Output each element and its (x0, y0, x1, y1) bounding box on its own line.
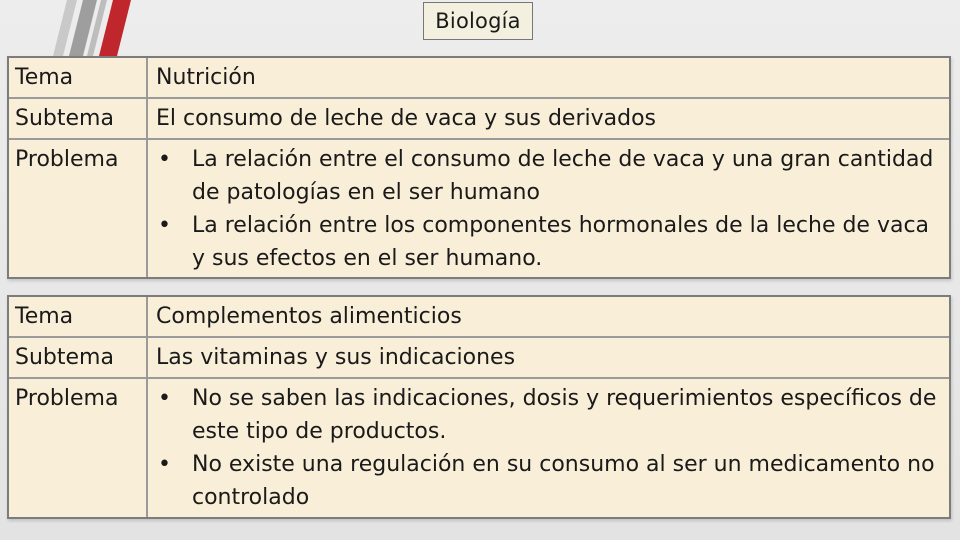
row-value: El consumo de leche de vaca y sus derivados (156, 106, 656, 131)
table-row-subtema (9, 338, 949, 379)
table-row-problema (9, 140, 949, 277)
row-bullets (150, 379, 949, 517)
row-label: Problema (9, 379, 148, 517)
bullet-icon: • (158, 386, 171, 411)
list-item: • La relación entre el consumo de leche de vaca y una gran cantidad de patologías en el ser humano (156, 143, 949, 209)
topic-table-2 (7, 295, 951, 519)
list-item: • No se saben las indicaciones, dosis y requerimientos específicos de este tipo de productos. (156, 382, 949, 448)
table-row-tema (9, 58, 949, 99)
bullet-icon: • (158, 452, 171, 477)
row-label: Tema (9, 58, 148, 97)
bullet-icon: • (158, 147, 171, 172)
row-label: Subtema (9, 338, 148, 377)
row-value: Complementos alimenticios (156, 304, 462, 329)
decorative-stripes (50, 0, 140, 56)
list-item: • No existe una regulación en su consumo al ser un medicamento no controlado (156, 448, 949, 514)
slide-title (423, 2, 533, 40)
row-value: Las vitaminas y sus indicaciones (156, 345, 516, 370)
row-value: Nutrición (156, 65, 256, 90)
list-item: • La relación entre los componentes hormonales de la leche de vaca y sus efectos en el ser humano. (156, 209, 949, 275)
row-label: Tema (9, 297, 148, 336)
slide-title-text: Biología (435, 9, 521, 33)
table-row-tema (9, 297, 949, 338)
row-label: Problema (9, 140, 148, 277)
row-bullets (150, 140, 949, 277)
topic-table-1 (7, 56, 951, 279)
table-row-subtema (9, 99, 949, 140)
row-label: Subtema (9, 99, 148, 138)
bullet-icon: • (158, 213, 171, 238)
table-row-problema (9, 379, 949, 517)
